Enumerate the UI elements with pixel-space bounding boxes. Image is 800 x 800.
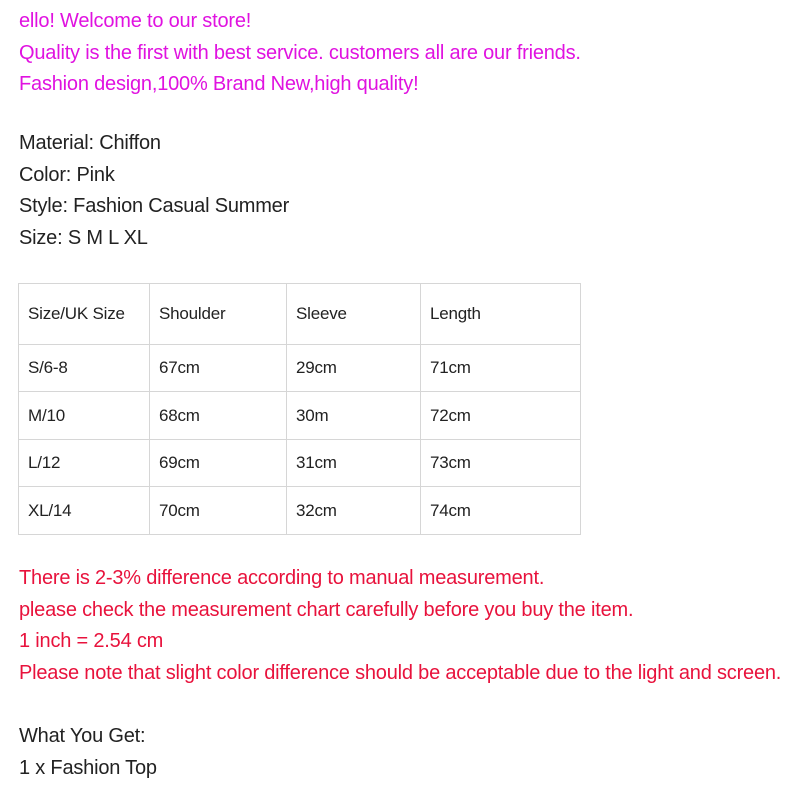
greeting-text: ello! Welcome to our store!	[19, 10, 252, 32]
table-header-row	[19, 284, 581, 345]
header-shoulder: Shoulder	[150, 284, 287, 345]
cell-shoulder: 67cm	[150, 344, 287, 392]
cell-sleeve: 32cm	[287, 487, 421, 535]
cell-sleeve: 30m	[287, 392, 421, 440]
difference-note: There is 2-3% difference according to manual measurement.	[19, 567, 545, 589]
table-row	[19, 344, 581, 392]
cell-length: 72cm	[421, 392, 581, 440]
cell-length: 74cm	[421, 487, 581, 535]
table-row	[19, 392, 581, 440]
cell-sleeve: 31cm	[287, 439, 421, 487]
table-row	[19, 487, 581, 535]
color-text: Color: Pink	[19, 163, 115, 186]
table-row	[19, 439, 581, 487]
check-note: please check the measurement chart carefully before you buy the item.	[19, 598, 634, 621]
package-heading: What You Get:	[19, 725, 146, 747]
size-chart-table	[18, 283, 581, 535]
cell-shoulder: 70cm	[150, 487, 287, 535]
header-sleeve: Sleeve	[287, 284, 421, 345]
measurement-notes	[19, 563, 781, 689]
color-difference-note: Please note that slight color difference should be acceptable due to the light and screen.	[19, 661, 782, 684]
header-length: Length	[421, 284, 581, 345]
quality-text: Quality is the first with best service. customers all are our friends.	[19, 41, 581, 64]
product-specs	[19, 128, 289, 254]
cell-size: XL/14	[19, 487, 150, 535]
fashion-text: Fashion design,100% Brand New,high quality!	[19, 73, 419, 95]
package-item: 1 x Fashion Top	[19, 756, 157, 779]
inch-conversion-note: 1 inch = 2.54 cm	[19, 630, 164, 652]
cell-sleeve: 29cm	[287, 344, 421, 392]
cell-shoulder: 68cm	[150, 392, 287, 440]
package-contents	[19, 721, 157, 784]
material-text: Material: Chiffon	[19, 132, 161, 154]
cell-size: S/6-8	[19, 344, 150, 392]
header-size: Size/UK Size	[19, 284, 150, 345]
size-text: Size: S M L XL	[19, 226, 148, 249]
cell-size: M/10	[19, 392, 150, 440]
cell-size: L/12	[19, 439, 150, 487]
style-text: Style: Fashion Casual Summer	[19, 195, 290, 217]
cell-length: 71cm	[421, 344, 581, 392]
cell-shoulder: 69cm	[150, 439, 287, 487]
welcome-section	[19, 6, 581, 101]
cell-length: 73cm	[421, 439, 581, 487]
